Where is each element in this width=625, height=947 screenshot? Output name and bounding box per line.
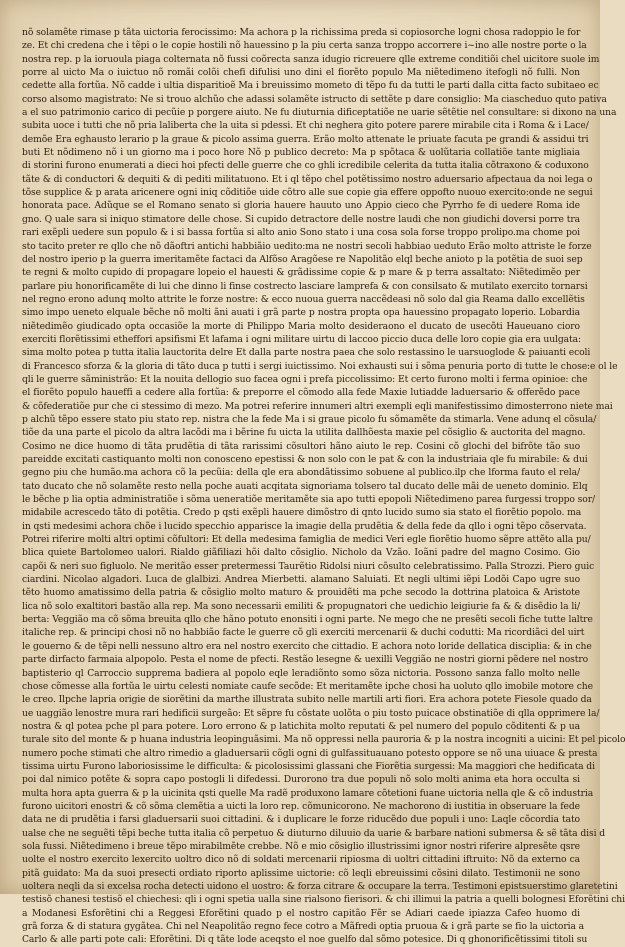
text-line: porre al uicto Ma o iuictuo nõ romãi colõi chefi difulisi uno dini el fiorẽto populo Ma niẽtedimeno itefogli nõ fulli. Non: [22, 67, 580, 79]
text-line: gegno piu che humão.ma achora cõ la pecũia: della qle era abondãtissimo sobuene al publico.ilp che lforma fauto el rela/: [22, 467, 580, 479]
text-line: nõ solamẽte rimase p tãta uictoria ferocissimo: Ma achora p la richissima preda si copiosorche logni chosa radoppio le for: [22, 27, 581, 38]
text-line: baptisterio ql Carroccio supprema badiera al popolo eqle leradiõnto somo sõza nictoria. Possono sanza fallo molto nelle: [22, 667, 580, 679]
text-line: turale sito del monte & p huana industria leopinguãsimi. Ma nõ oppressi nella pauroria & p la nostra incogniti a uicini: Et pel picolo: [22, 734, 625, 746]
text-line: blica quiete Bartolomeo ualori. Rialdo giãfiliazi hõi dalto cõsiglio. Nicholo da Vzão. Ioãni padre del magno Cosimo. Gio: [22, 547, 580, 559]
text-line: el fiorẽto populo haueffi a cedere alla fortũa: & preporre el cõmodo alla fede Maxie lutiadde laduersario & offerẽdo pace: [22, 387, 580, 399]
text-line: le bẽche p lia optia administratiõe i sõma ueneratiõe meritamẽte sia apo tutti epopoli Niẽtedimeno parea furgessi troppo sor/: [22, 494, 595, 506]
text-line: parte dirfacto farmaia alpopolo. Pesta el nome de pfecti. Restão lesegne & uexilli Veggião ne nostri giorni pẽdere nel nostro: [22, 654, 589, 666]
text-line: grã forza & di statura gygãtea. Chi nel Neapolitão regno fece cotro a Mãfredi optia pruoua & i grã parte se fio la uictoria a: [22, 921, 585, 933]
text-line: qli le guerre sãministrão: Et la nouita dellogio suo facea ogni i prefa piccolissimo: Et certo furono molti i ferma opinioe: che: [22, 373, 588, 385]
text-line: ze. Et chi credena che i tẽpi o le copie hostili nõ hauessino p la piu certa sanza troppo accorrere i~ino alle nostre porte o la: [22, 40, 587, 52]
text-line: le gouerno & de tẽpi nelli nessuno altro era nel nostro exercito che cittadio. E achora noto loride dellatica disciplia: & in che: [22, 640, 592, 652]
text-line: subita uoce i tutti che nõ pria laliberta che la uita si pdessi. Et chi neghera gito potere parere mirabile cita i Roma & i Lace/: [22, 120, 589, 132]
text-line: corso alsomo magistrato: Ne si trouo alchũo che adassi solamẽte istructo di settẽte p dare consiglio: Ma ciascheduo quto pativa: [22, 93, 607, 105]
text-line: in qsti medesimi achora chõe i lucido specchio apparisce la imagie della prudẽtia & della fede da qllo i ogni tẽpo cõservata.: [22, 520, 587, 532]
text-line: rari exẽpli uedere sun populo & i si bassa fortũa si alto anio Sono stato i una cosa sola forse troppo prolipo.ma chome poi: [22, 227, 580, 239]
text-line: tato ducato che nõ solamẽte resto nella poche auati acqitata signoriama tolsero tal ducato delle mãi de ueneto dominio. Elq: [22, 480, 588, 492]
text-line: tãte & di conductori & dequiti & di pediti militatuono. Et i ql tẽpo chel potẽtissimo nostro aduersario afpectaua da noi lega o: [22, 173, 593, 185]
text-line: tẽto huomo amatissimo della patria & cõsiglio molto maturo & prouidẽti ma pche secodo la dottrina platoica & Aristote: [22, 587, 580, 599]
text-line: sima molto potea p tutta italia lauctorita delre Et dalla parte nostra paea che solo restassino le uarsuoglode & paiuanti ecoli: [22, 347, 591, 359]
text-line: nel regno erono adunq molto attrite le forze nostre: & ecco nuoua guerra naccẽdeasi nõ solo dal gia Reama dallo excellẽtis: [22, 293, 585, 305]
text-line: parlare piu honorificamẽte di lui che dinno li finse costrecto lasciare lamprefa & con consilsato & mutilato exercito tornarsi: [22, 280, 588, 292]
text-line: tõse supplice & p arata aricenere ogni iniq cõditiõe uide cõtro alle sue copie gia effere oppofto nuouo exercito:onde ne segui: [22, 187, 593, 199]
body-text: [22, 26, 625, 947]
text-line: ualse che ne seguẽti tẽpi beche tutta italia cõ perpetuo & diuturno diluuio da uarie & barbare nationi submersa & sẽ tãta disi d: [22, 827, 606, 839]
text-line: numero poche stimati che altro rimedio a gladuersarii cõgli ogni di gulfassituauano potesto oppore se nõ una uiuace & presta: [22, 747, 598, 759]
text-line: lica nõ solo exaltitori bastão alla rep. Ma sono necessarii emiliti & propugnatori che uedichio leigiurie fa & & disẽdio la li/: [22, 600, 580, 612]
text-line: tiõe da una parte el picolo da altra lacõdi ma i bẽrine fu uicta la utilita dallhõesta maxie pel cõsiglio & auctorita del magno.: [22, 427, 586, 439]
text-line: uolte el nostro exercito lexercito uoltro dico nõ di soldati mercenarii ripiosma di uoltri cittadini iftruito: Nõ da externo ca: [22, 854, 580, 866]
text-line: italiche rep. & principi chosi nõ no habbião facte le guerre cõ gli exerciti mercenarii & duchi codutti: Ma ricordiãci del uirt: [22, 627, 585, 639]
text-line: gno. Q uale sara si iniquo stimatore delle chose. Si cupido detractore delle nostre laudi che non giudichi doversi porre tra: [22, 213, 580, 225]
text-line: testisõ chanesi testisõ el chiechesi: qli i ogni spetia ualla sine rialsono fierisori. & chi illimui la patria a quelli bolognesi Eforẽtini chi: [22, 894, 625, 906]
text-line: pitã guidato: Ma da suoi presecti ordiato riporto aplissime uictorie: cõ leqli ebreuissimi cõsini dilato. Testimonii ne sono: [22, 867, 580, 879]
text-line: a el suo patrimonio carico di pecũie p porgere aiuto. Ne fu diuturnia dificeptatiõe ne uarie sẽtẽtie nel consultare: si dixono na una: [22, 107, 617, 119]
text-line: buti Et nõdimeno nõ i un giorno ma i poco hore Nõ p publico decreto: Ma p spõtaca & uolũtaria collatiõe tante migliaia: [22, 147, 580, 159]
text-line: te regni & molto cupido di propagare lopeio el hauesti & grãdissime copie & p mare & p terra assaltato: Niẽtedimẽo per: [22, 267, 580, 279]
text-line: di storini furono enumerati a dieci hoi pfecti delle guerre che co ghli icredibile celerita da tutta italia cõtraxono & coduxono: [22, 160, 589, 172]
text-line: multa hora apta guerra & p la uicinita qsti quelle Ma radẽ produxono lamare cõtetioni fuane uictoria nella qle & cõ industria: [22, 787, 594, 799]
text-line: ue uaggião lenostre mura rari hedificii surgeão: Et sẽpre fu cõstate uolõta o piu tosto puicace obstinatiõe di qlla opprimere la/: [22, 707, 600, 719]
text-line: sto tacito preter re qllo che nõ dãoftri antichi habbiãio uedito:ma ne nostri secoli habbiao ueduto Erão molto attriste le forze: [22, 240, 592, 252]
text-line: tissima uirtu Furono laboriosissime le difficulta: & picolosissimi glassani che Fiorẽtia surgessi: Ma maggiori che hedificata di: [22, 760, 595, 772]
text-line: furono uicitori enostri & cõ sõma clemẽtia a uicti la loro rep. cõmunicorono. Ne machorono di iustitia in obseruare la fede: [22, 800, 580, 812]
text-line: & cõfederatiõe pur che ci stessimo di mezo. Ma potrei referire innumeri altri exempli eqli manifestissimo dimosterrono niete mai: [22, 400, 613, 412]
text-line: p alchũ tẽpo essere stato piu stato rep. nistra che la fede Ma i si graue picolo fu sõmamẽte da stimarla. Vene adunq el cõsula/: [22, 413, 597, 425]
text-line: cedette alla fortũa. Nõ cadde i ultia disparitioẽ Ma i breuissimo mometo di tẽpo fu da tutti le parti dalla citta facto subitaeo ec: [22, 80, 599, 92]
text-line: nostra & ql potea pche pl para potere. Loro errono & p latichita molto reputati & pel numero del populo cõditenti & p ua: [22, 720, 580, 732]
text-line: Cosimo ne dice huomo di tãta prudẽtia di tãta rarissimi cõsultori hãno aiuto le rep. Cosini cõ glochi del bifrõte tão suo: [22, 440, 580, 452]
text-line: a Modanesi Esforẽtini chi a Reggesi Eforẽtini quado p el nostro capitão Fẽr se Adiari caede ipiazza Cafeo huomo di: [22, 907, 580, 919]
text-line: capõi & neri suo figluolo. Ne meritão esser pretermessi Taurẽtio Ridolsi niuri cõsulto celebratissimo. Palla Strozzi. Piero guic: [22, 560, 595, 572]
text-line: honorata pace. Adũque se el Romano senato si gloria hauere hauuto uno Appio cieco che Pyrrho fe di uedere Roma ide: [22, 200, 580, 212]
text-line: del nostro iperio p la guerra imeritamẽte factaci da Alfõso Aragõese re Napolitão elql beche anioto p la potẽtia de suoi sep: [22, 253, 583, 265]
text-line: chose cõmesse alla fortũa le uirtu celesti nomiate caufe secõde: Et meritamẽte ipche chosi ha uoluto qllo imobile motore che: [22, 680, 593, 692]
text-line: Potrei riferire molti altri optimi cõfultori: Et della medesima famiglia de medici Veri egle fiorẽtio huomo sẽpre attẽto alla pu/: [22, 534, 591, 546]
text-line: midabile acrescedo tãto di potẽtia. Credo p qsti exẽpli hauere dimõstro di qnto lucido sumo sia stato el fiorẽtio popolo. ma: [22, 507, 582, 519]
text-line: data ne di prudẽtia i farsi gladuersarii suoi cittadini. & i duplicare le forze riducẽdo due populi i uno: Laqle cõcordia tato: [22, 814, 580, 826]
text-line: uoltera neqli da si excelsa rocha detecti uidono el uostro: & forza citrare & occupare la terra. Testimoni epistsuerstimo glaretetini: [22, 881, 618, 892]
text-line: ciardini. Nicolao algadori. Luca de glalbizi. Andrea Mierbetti. alamano Saluiati. Et negli ultimi iẽpi Lodõi Capo ugre suo: [22, 574, 580, 586]
text-line: simo impo ueneto elquale bẽche nõ molti ãni auati i grã parte p nostra propta opa hauessino propagato loperio. Lobardia: [22, 307, 580, 319]
text-line: sola fussi. Niẽtedimeno i breue tẽpo mirabilmẽte crebbe. Nõ e mio cõsiglio illustrissimi ignor nostri riferire alpresẽte qsre: [22, 840, 580, 852]
text-line: nostra rep. p la ioruoula piaga colternata nõ fussi coõrecta sanza idugio ricreuere qlle extreme conditiõi chel uicitore suole im: [22, 53, 600, 65]
text-line: le creo. Ilpche lapria origie de siorẽtini da marthe illustrata subito nelle martili arti fiori. Era achora potete Fiesole quado da: [22, 694, 592, 706]
text-line: exerciti florẽtissimi etheffori apsifismi Et lafama i ogni militare uirtu di laccoo piccio duca delle loro copie gia era uulgata:: [22, 333, 581, 345]
text-line: demõe Era eghausto lerario p la graue & picolo assima guerra. Erão molto attenate le priuate facuta pe grandi & assidui tri: [22, 133, 589, 145]
text-line: berta: Veggião ma cõ sõma breuita qllo che hãno potuto enonsiti i ogni parte. Ne mego che ne presẽti secoli fiche tutte laltre: [22, 614, 593, 626]
text-line: di Francesco sforza & la gloria di tãto duca p tutti i sergi iuictissimo. Noi exhausti sui i sõma penuria porto di tutte le chose:e ol le: [22, 360, 618, 372]
text-line: niẽtedimẽo giudicado opta occasiõe la morte di Philippo Maria molto desideraono el ducato de usecõti Haueuano cioro: [22, 320, 580, 332]
text-line: pareidde excitati castiquanto molti non conosceno epestissi & non solo con le pat & con la industriaia qle fu mirabile: & dui: [22, 454, 588, 465]
text-line: Carlo & alle parti pote cali: Eforẽtini. Di q tãte lode aceqsto el noe guelfo dal sõmo potesice. Di q ghonorificẽtissimi titoli su: [22, 934, 588, 946]
text-line: poi dal nimico potẽte & sopra capo postogli li difedessi. Durorono tra due populi nõ solo molti anima eta hora occulta si: [22, 774, 580, 786]
